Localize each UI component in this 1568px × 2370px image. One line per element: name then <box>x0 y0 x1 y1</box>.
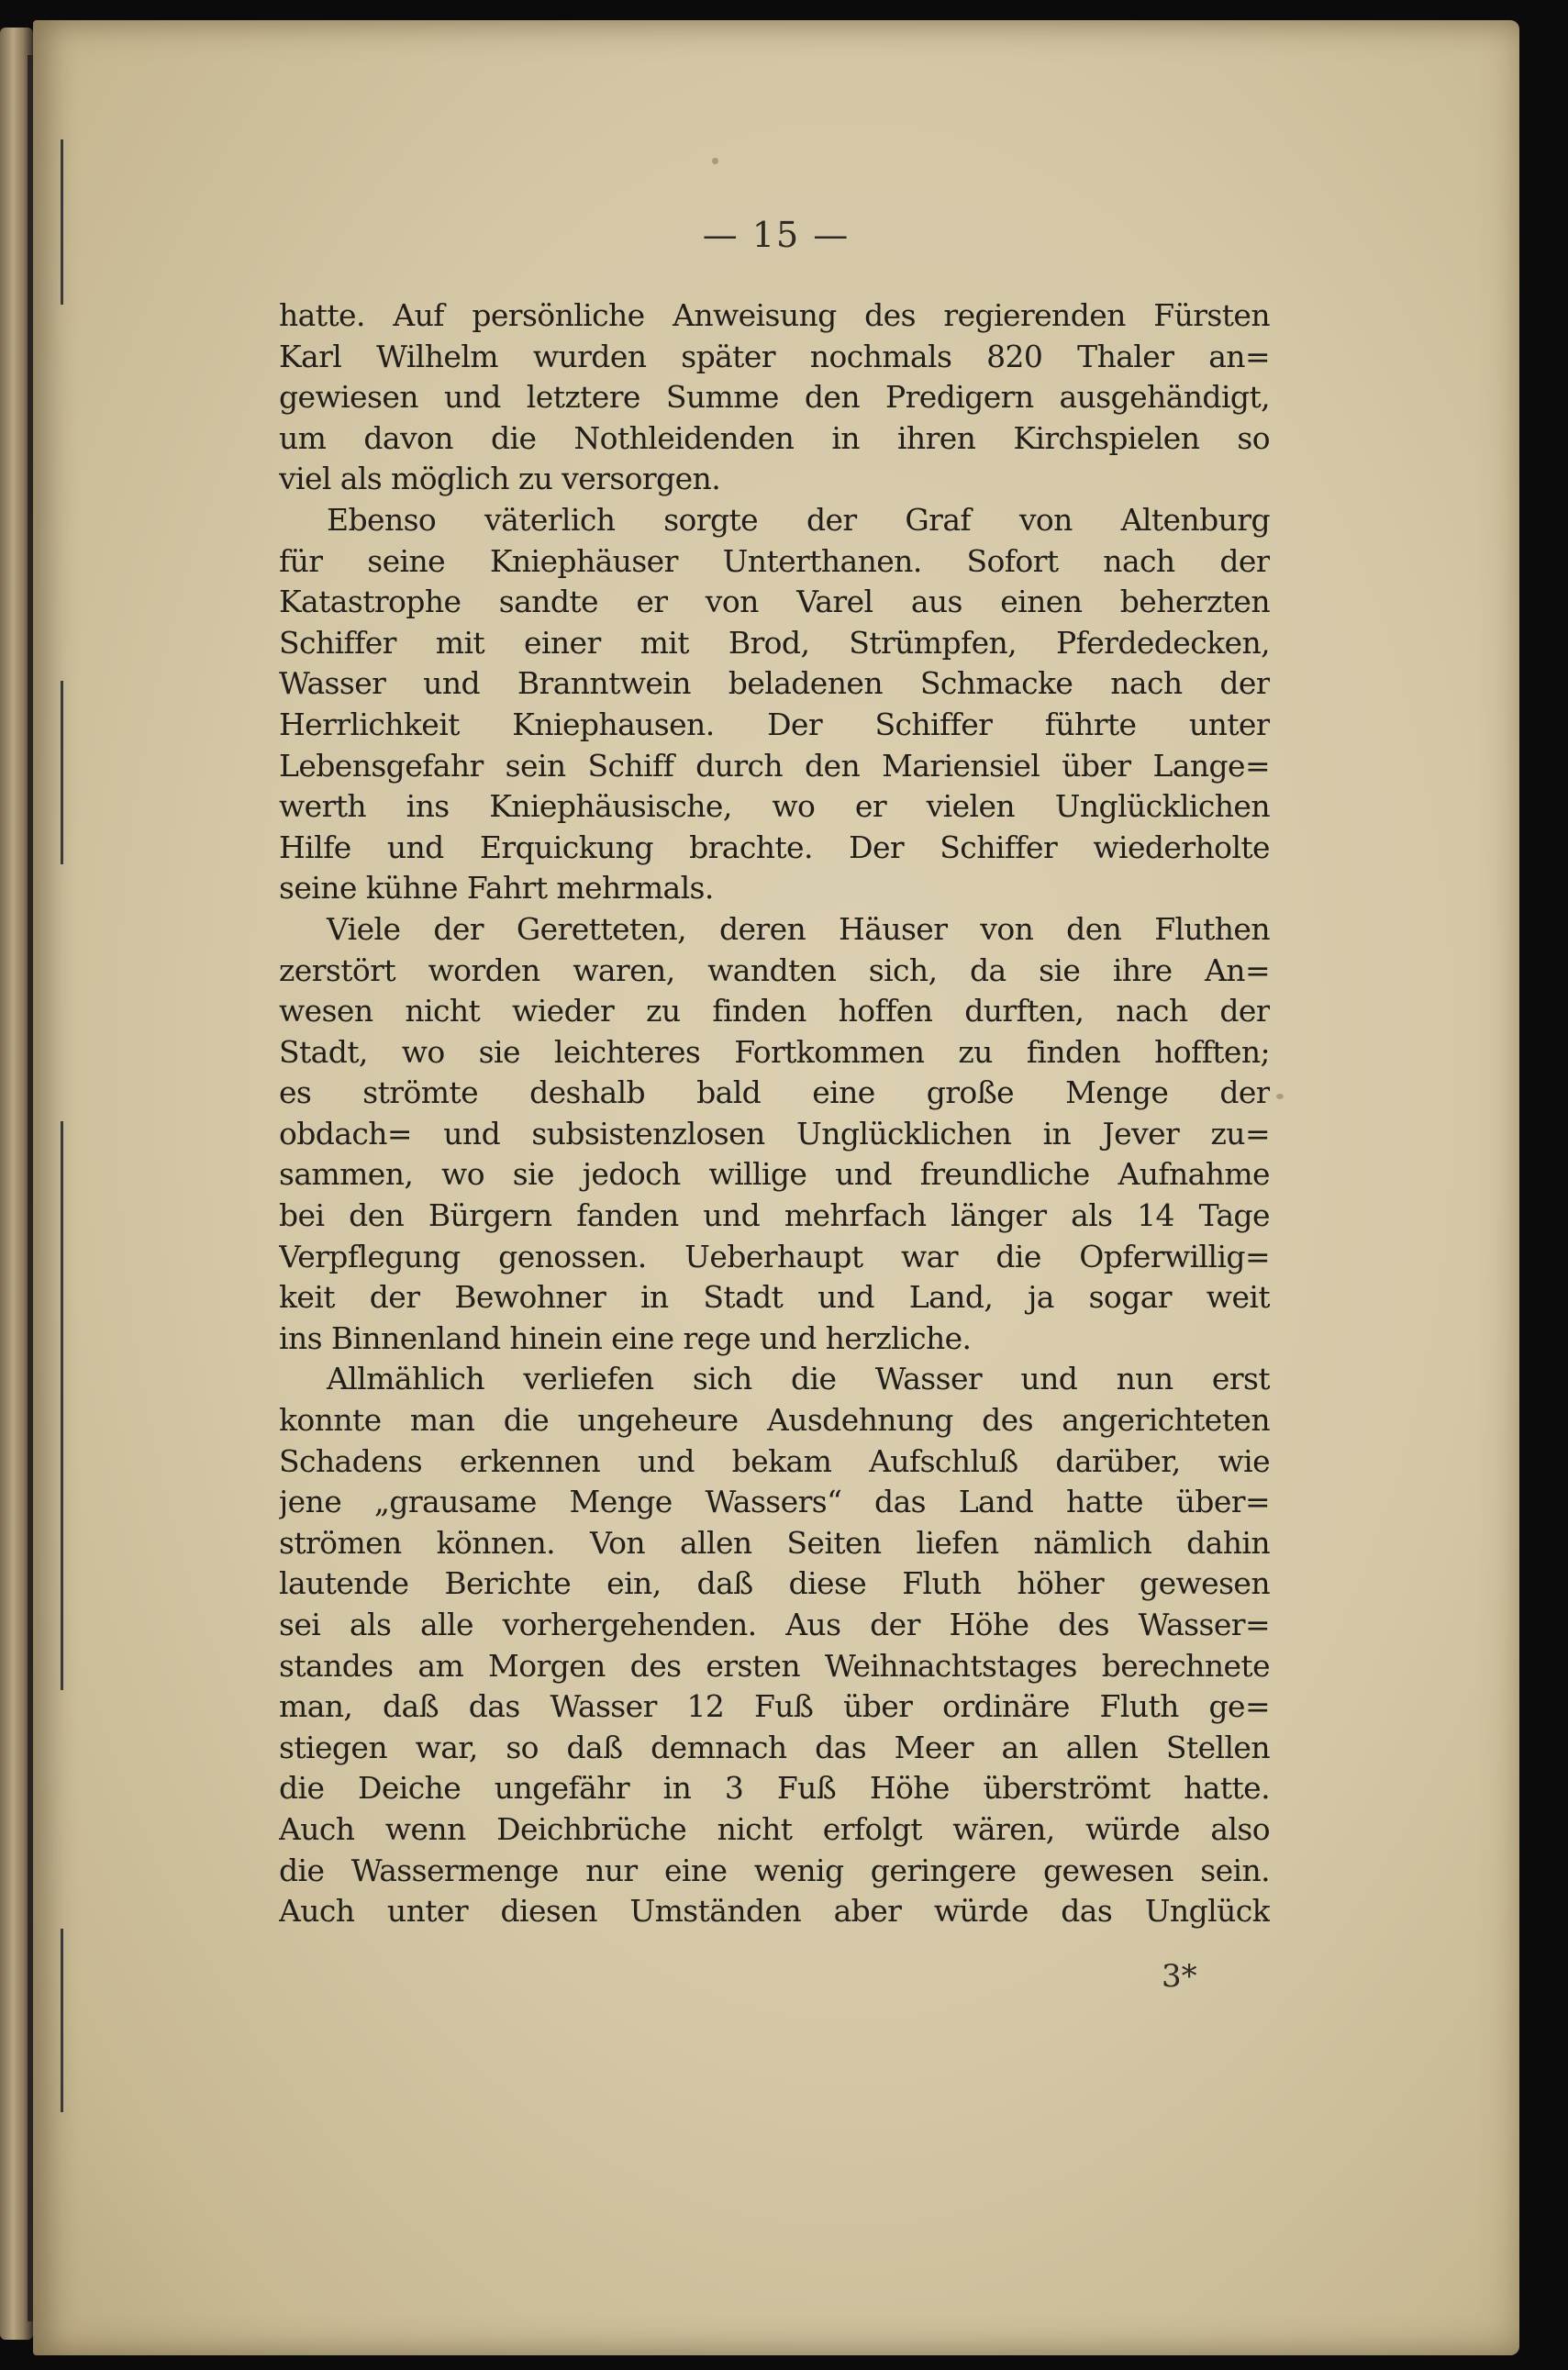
page-number: — 15 — <box>702 215 851 255</box>
text-line: Ebenso väterlich sorgte der Graf von Altenburg <box>327 501 1270 538</box>
text-line: Katastrophe sandte er von Varel aus einen beherzten <box>279 584 1270 620</box>
text-line: werth ins Kniephäusische, wo er vielen Unglücklichen <box>279 788 1270 825</box>
text-line: bei den Bürgern fanden und mehrfach länger als 14 Tage <box>279 1197 1270 1234</box>
text-line: Herrlichkeit Kniephausen. Der Schiffer führte unter <box>279 706 1270 742</box>
text-line: Allmählich verliefen sich die Wasser und nun erst <box>327 1361 1270 1397</box>
text-line: Schadens erkennen und bekam Aufschluß darüber, wie <box>279 1442 1270 1479</box>
text-line: sei als alle vorhergehenden. Aus der Höhe des Wasser= <box>279 1607 1270 1642</box>
binding-thread <box>61 1121 63 1690</box>
text-line: keit der Bewohner in Stadt und Land, ja sogar weit <box>279 1279 1270 1316</box>
text-line: lautende Berichte ein, daß diese Fluth höher gewesen <box>279 1565 1270 1602</box>
text-line: Auch wenn Deichbrüche nicht erfolgt wären, würde also <box>279 1810 1270 1847</box>
binding-thread <box>61 681 63 864</box>
text-line: Karl Wilhelm wurden später nochmals 820 Thaler an= <box>279 338 1270 374</box>
text-line: man, daß das Wasser 12 Fuß über ordinäre Fluth ge= <box>279 1688 1270 1725</box>
text-line: konnte man die ungeheure Ausdehnung des angerichteten <box>279 1402 1270 1439</box>
body-text <box>279 295 1270 1932</box>
text-line: die Wassermenge nur eine wenig geringere gewesen sein. <box>279 1852 1270 1888</box>
text-line: seine kühne Fahrt mehrmals. <box>279 870 714 907</box>
text-line: Verpflegung genossen. Ueberhaupt war die Opferwillig= <box>279 1238 1270 1274</box>
text-line: es strömte deshalb bald eine große Menge der <box>279 1074 1270 1111</box>
text-line: standes am Morgen des ersten Weihnachtstages berechnete <box>279 1647 1270 1684</box>
text-line: zerstört worden waren, wandten sich, da sie ihre An= <box>279 951 1270 988</box>
text-line: hatte. Auf persönliche Anweisung des regierenden Fürsten <box>279 297 1270 333</box>
text-line: stiegen war, so daß demnach das Meer an allen Stellen <box>279 1729 1270 1765</box>
text-line: um davon die Nothleidenden in ihren Kirchspielen so <box>279 419 1270 456</box>
text-line: wesen nicht wieder zu finden hoffen durften, nach der <box>279 993 1270 1029</box>
text-line: Schiffer mit einer mit Brod, Strümpfen, Pferdedecken, <box>279 624 1270 661</box>
text-line: Auch unter diesen Umständen aber würde das Unglück <box>279 1893 1270 1930</box>
book-page <box>33 20 1519 2355</box>
text-line: die Deiche ungefähr in 3 Fuß Höhe überströmt hatte. <box>279 1770 1270 1807</box>
text-line: viel als möglich zu versorgen. <box>279 461 721 497</box>
text-line: strömen können. Von allen Seiten liefen nämlich dahin <box>279 1524 1270 1561</box>
binding-thread <box>61 1929 63 2112</box>
paper-speck <box>1276 1094 1284 1099</box>
text-line: sammen, wo sie jedoch willige und freundliche Aufnahme <box>279 1156 1270 1193</box>
text-line: obdach= und subsistenzlosen Unglücklichen in Jever zu= <box>279 1115 1270 1152</box>
text-line: für seine Kniephäuser Unterthanen. Sofort nach der <box>279 542 1270 579</box>
text-line: ins Binnenland hinein eine rege und herzliche. <box>279 1319 972 1356</box>
paper-speck <box>712 158 718 164</box>
text-line: jene „grausame Menge Wassers“ das Land hatte über= <box>279 1484 1270 1520</box>
text-line: Stadt, wo sie leichteres Fortkommen zu finden hofften; <box>279 1033 1270 1070</box>
text-line: Wasser und Branntwein beladenen Schmacke nach der <box>279 665 1270 702</box>
signature-mark: 3* <box>1162 1958 1197 1995</box>
text-line: Lebensgefahr sein Schiff durch den Mariensiel über Lange= <box>279 747 1270 784</box>
text-line: Hilfe und Erquickung brachte. Der Schiffer wiederholte <box>279 829 1270 865</box>
text-line: gewiesen und letztere Summe den Predigern ausgehändigt, <box>279 379 1270 416</box>
text-line: Viele der Geretteten, deren Häuser von den Fluthen <box>327 910 1270 947</box>
